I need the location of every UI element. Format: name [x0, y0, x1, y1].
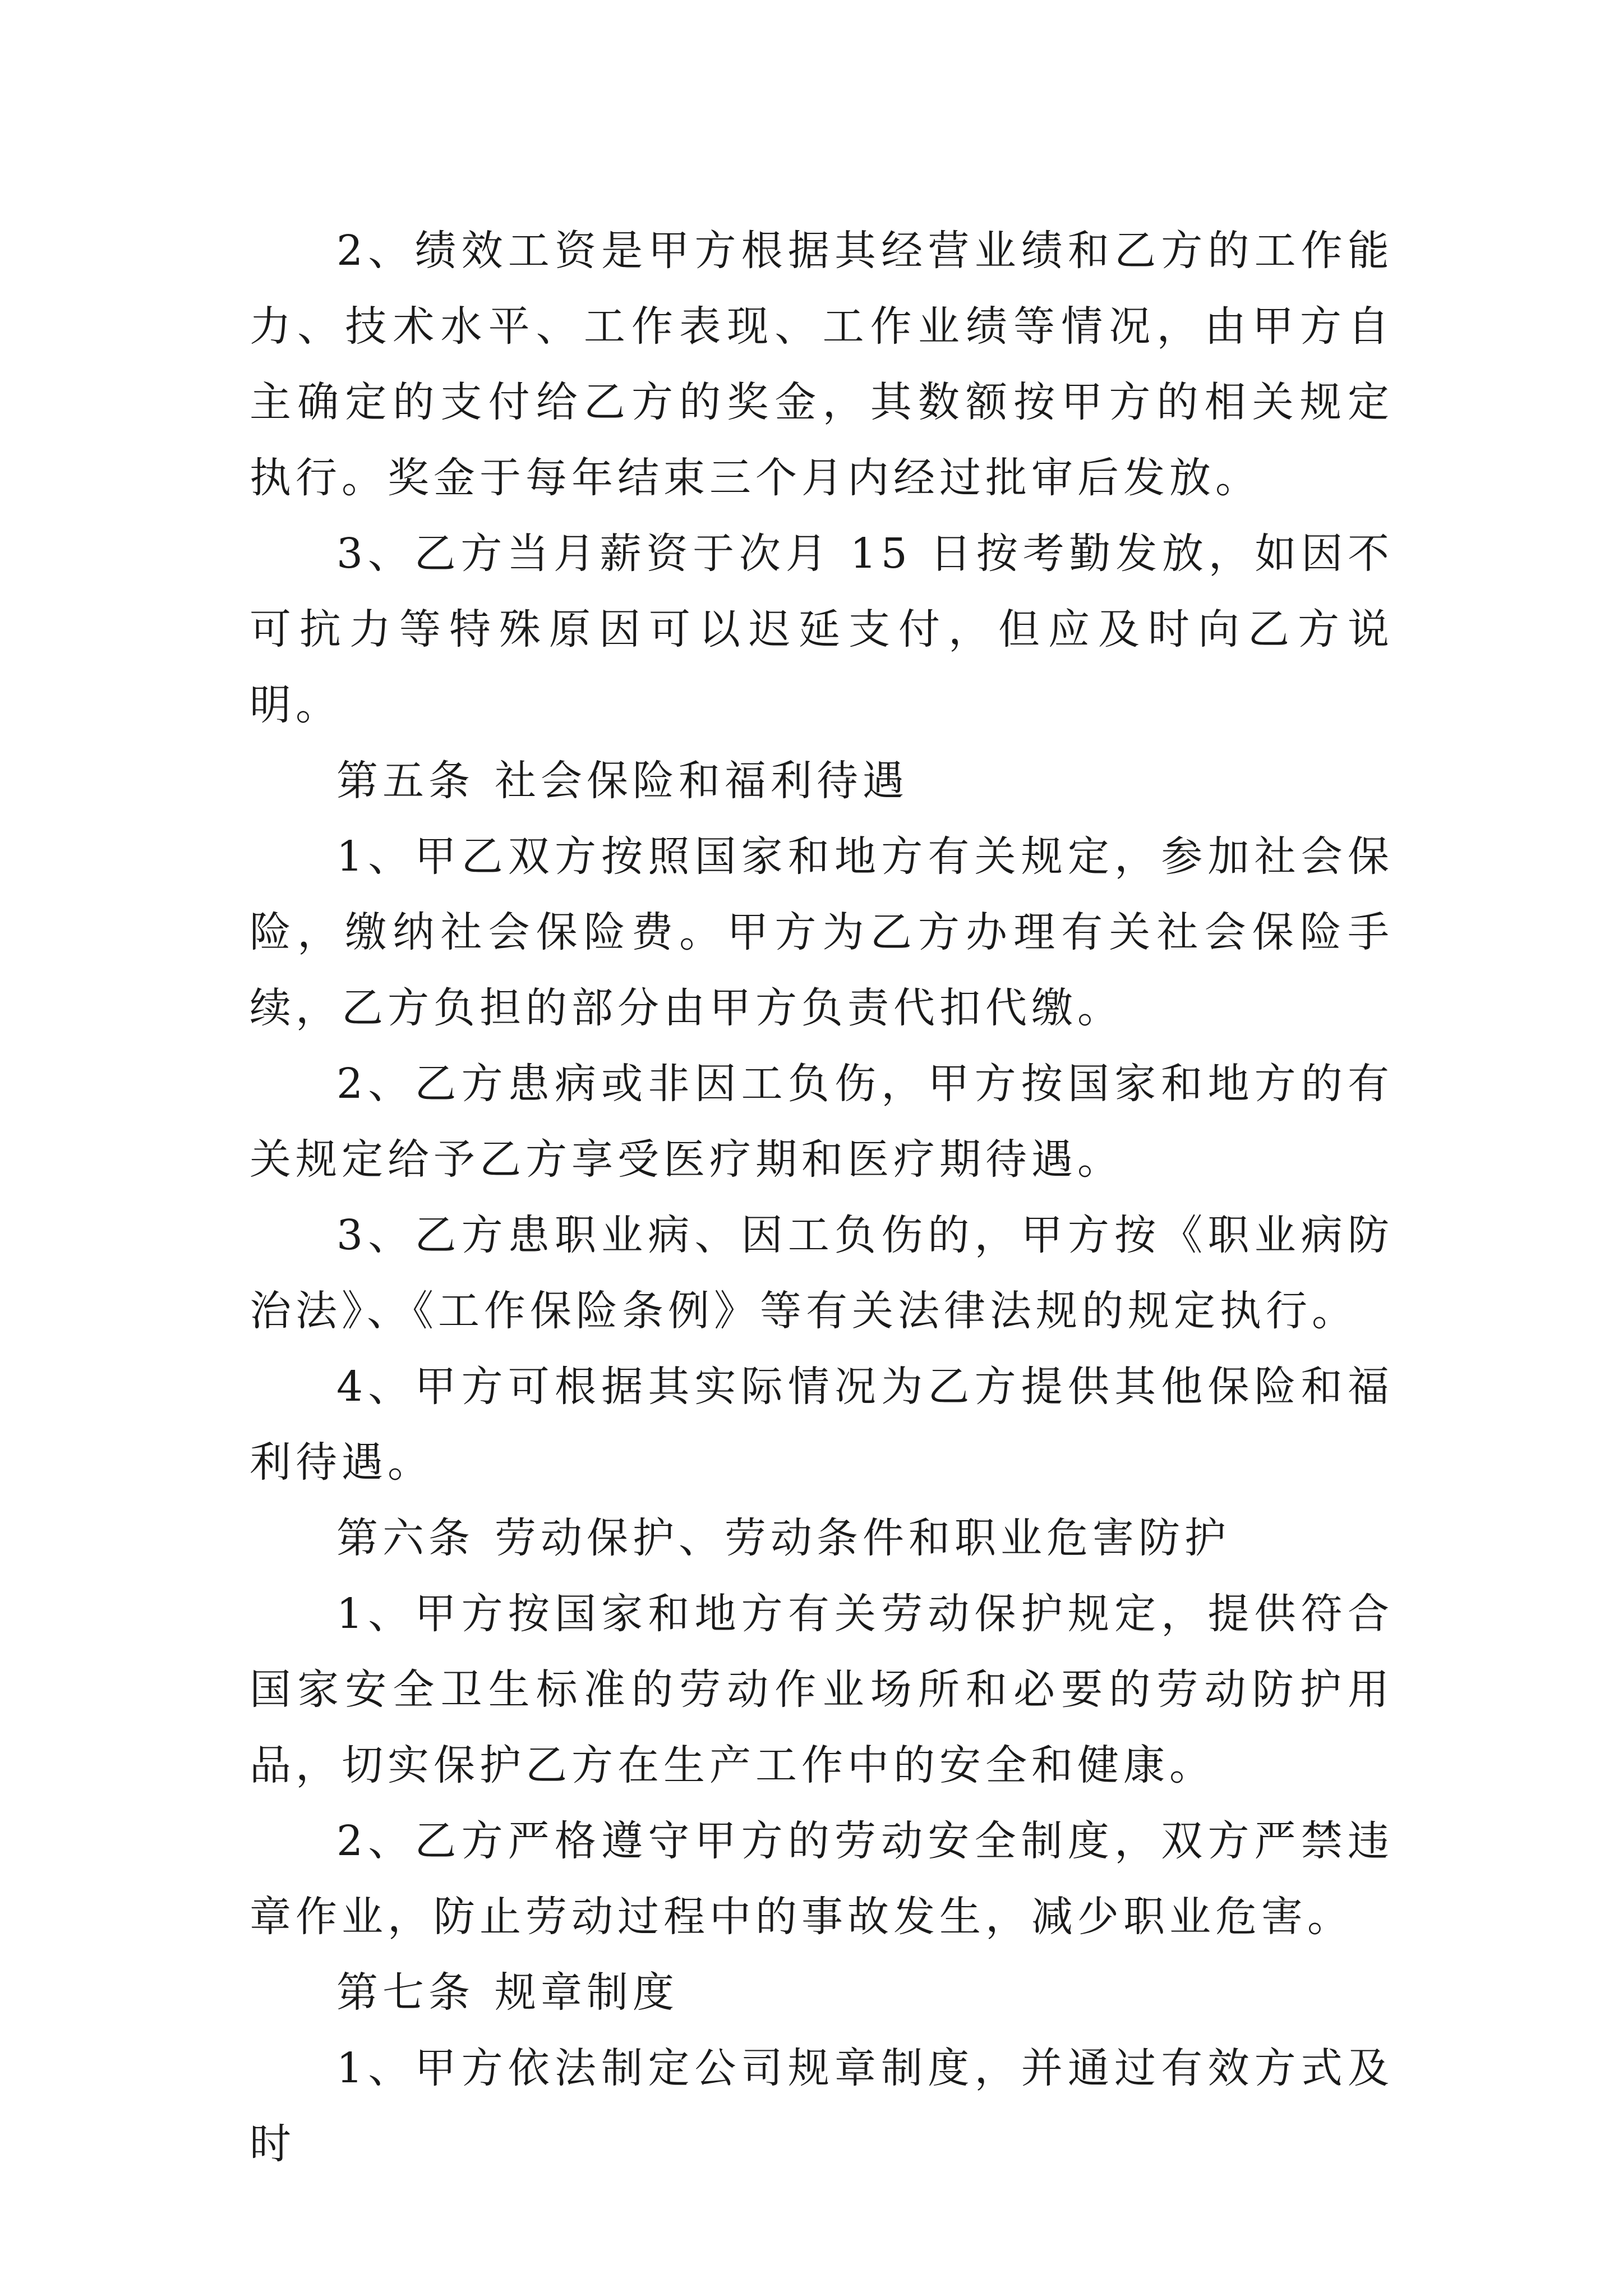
paragraph-sick-leave: 2、乙方患病或非因工负伤，甲方按国家和地方的有关规定给予乙方享受医疗期和医疗期待遇。 — [250, 1060, 1394, 1184]
paragraph-salary-payment: 3、乙方当月薪资于次月 15 日按考勤发放，如因不可抗力等特殊原因可以迟延支付，但应及时向乙方说明。 — [250, 530, 1394, 729]
paragraph-performance-pay: 2、绩效工资是甲方根据其经营业绩和乙方的工作能力、技术水平、工作表现、工作业绩等情况，由甲方自主确定的支付给乙方的奖金，其数额按甲方的相关规定执行。奖金于每年结束三个月内经过批审后发放。 — [250, 227, 1394, 502]
article-title: 社会保险和福利待遇 — [495, 757, 909, 805]
paragraph-other-benefits: 4、甲方可根据其实际情况为乙方提供其他保险和福利待遇。 — [250, 1363, 1394, 1487]
paragraph-company-rules: 1、甲方依法制定公司规章制度，并通过有效方式及时 — [250, 2044, 1394, 2168]
article-number: 第六条 — [336, 1514, 474, 1562]
article-heading-5 — [250, 743, 1394, 819]
article-number: 第五条 — [336, 757, 474, 805]
paragraph-occupational-disease: 3、乙方患职业病、因工负伤的，甲方按《职业病防治法》、《工作保险条例》等有关法律法规的规定执行。 — [250, 1211, 1394, 1335]
article-title: 规章制度 — [495, 1968, 679, 2017]
article-heading-6 — [250, 1501, 1394, 1576]
paragraph-labor-protection: 1、甲方按国家和地方有关劳动保护规定，提供符合国家安全卫生标准的劳动作业场所和必要的劳动防护用品，切实保护乙方在生产工作中的安全和健康。 — [250, 1590, 1394, 1789]
paragraph-social-insurance: 1、甲乙双方按照国家和地方有关规定，参加社会保险，缴纳社会保险费。甲方为乙方办理有关社会保险手续，乙方负担的部分由甲方负责代扣代缴。 — [250, 832, 1394, 1032]
document-body — [250, 213, 1394, 2182]
article-title: 劳动保护、劳动条件和职业危害防护 — [495, 1514, 1230, 1562]
paragraph-safety-rules: 2、乙方严格遵守甲方的劳动安全制度，双方严禁违章作业，防止劳动过程中的事故发生，减少职业危害。 — [250, 1817, 1394, 1941]
article-number: 第七条 — [336, 1968, 474, 2017]
article-heading-7 — [250, 1955, 1394, 2031]
